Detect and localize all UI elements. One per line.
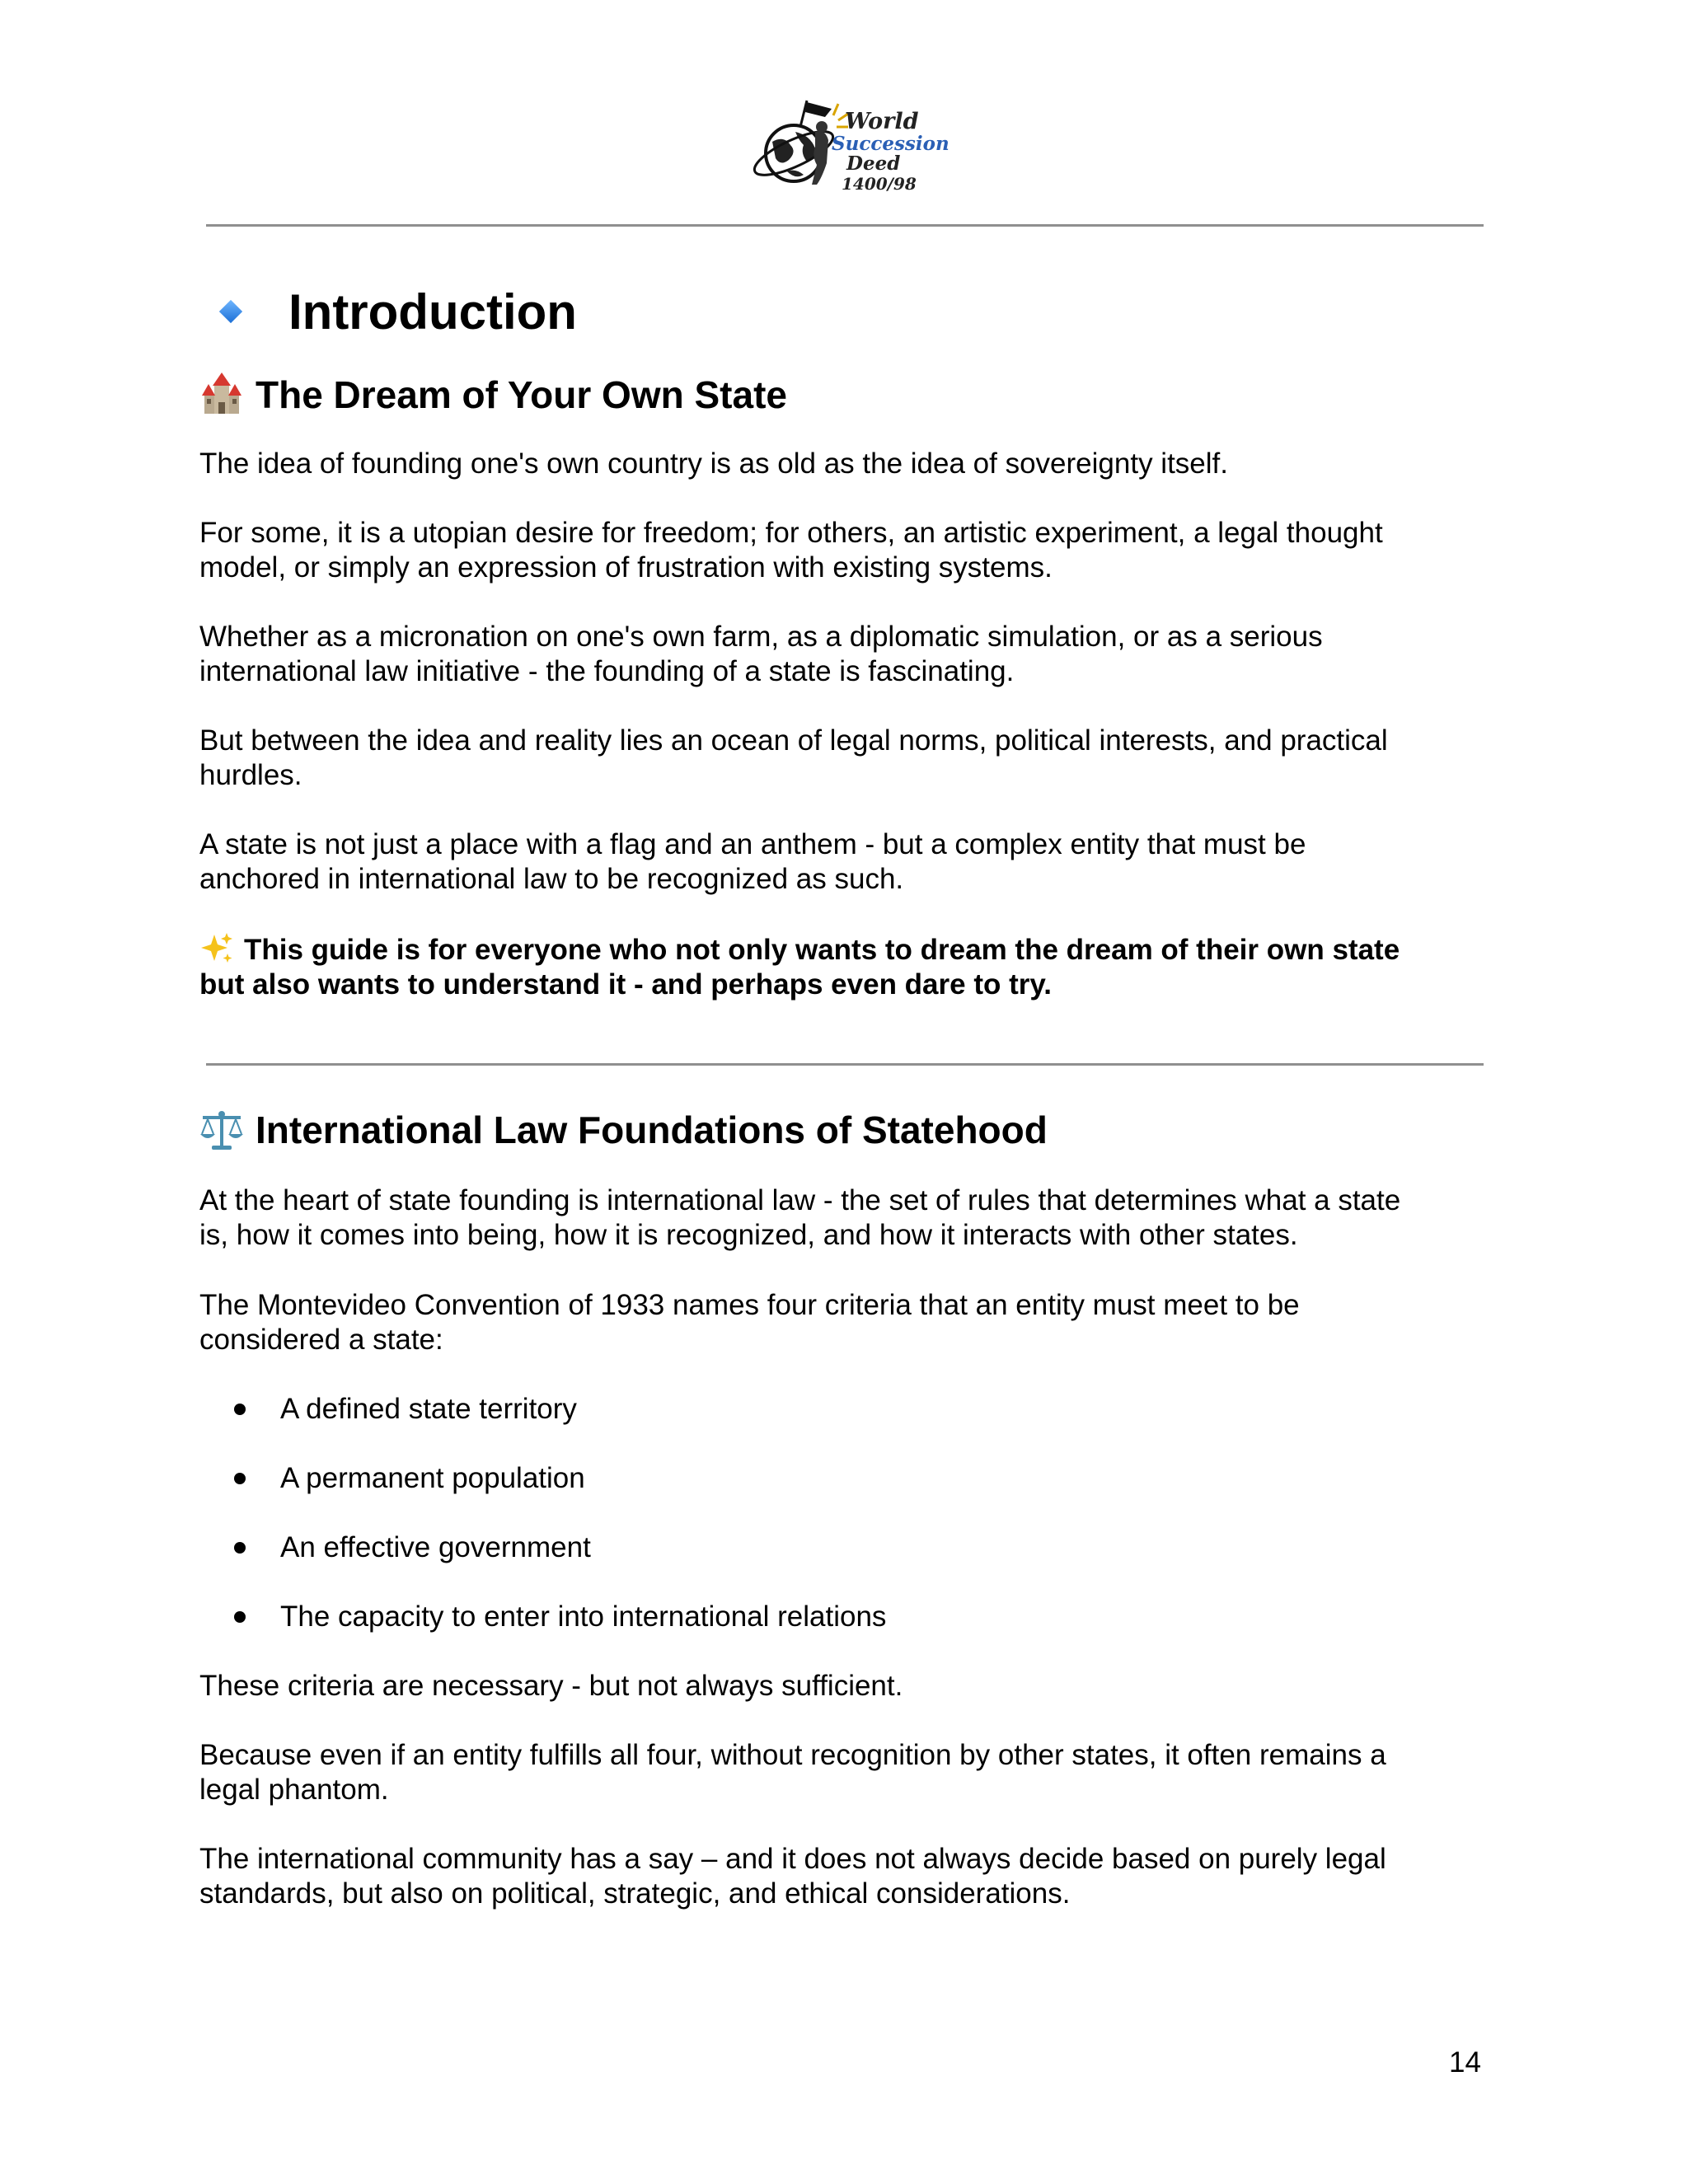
logo-text-deed: Deed bbox=[846, 152, 901, 175]
text-line: The Montevideo Convention of 1933 names four criteria that an entity must meet to be bbox=[199, 1289, 1300, 1321]
law-paragraph-2 bbox=[199, 1288, 1502, 1357]
dream-paragraph-1 bbox=[199, 447, 1502, 481]
bullet-icon bbox=[234, 1611, 246, 1623]
law-heading-text: International Law Foundations of Statehood bbox=[256, 1108, 1048, 1151]
text-line: A state is not just a place with a flag and an anthem - but a complex entity that must be bbox=[199, 828, 1306, 860]
logo-text-number: 1400/98 bbox=[842, 174, 917, 194]
criteria-text: The capacity to enter into international relations bbox=[280, 1601, 887, 1633]
text-line: hurdles. bbox=[199, 759, 302, 791]
sparkles-icon bbox=[199, 931, 234, 966]
criteria-text: A defined state territory bbox=[280, 1393, 577, 1425]
law-paragraph-1 bbox=[199, 1183, 1502, 1253]
criteria-list-item bbox=[231, 1600, 886, 1634]
text-line: legal phantom. bbox=[199, 1774, 389, 1806]
header-divider bbox=[206, 224, 1484, 227]
dream-section-heading bbox=[199, 369, 787, 420]
text-line: These criteria are necessary - but not always sufficient. bbox=[199, 1670, 903, 1702]
text-line: Because even if an entity fulfills all four, without recognition by other states, it often remains a bbox=[199, 1739, 1386, 1771]
text-line: model, or simply an expression of frustration with existing systems. bbox=[199, 551, 1053, 583]
law-paragraph-3 bbox=[199, 1669, 1502, 1704]
highlight-line-2: but also wants to understand it - and perhaps even dare to try. bbox=[199, 968, 1052, 1001]
text-line: But between the idea and reality lies an ocean of legal norms, political interests, and practical bbox=[199, 724, 1388, 757]
dream-paragraph-2 bbox=[199, 516, 1502, 585]
introduction-heading bbox=[216, 279, 577, 344]
law-paragraph-5 bbox=[199, 1842, 1502, 1911]
dream-paragraph-5 bbox=[199, 827, 1502, 897]
text-line: standards, but also on political, strategic, and ethical considerations. bbox=[199, 1877, 1071, 1910]
text-line: international law initiative - the founding of a state is fascinating. bbox=[199, 655, 1015, 687]
text-line: is, how it comes into being, how it is recognized, and how it interacts with other states. bbox=[199, 1219, 1298, 1251]
world-succession-deed-logo bbox=[746, 99, 950, 194]
page-number: 14 bbox=[1449, 2046, 1481, 2079]
dream-paragraph-3 bbox=[199, 620, 1502, 689]
text-line: Whether as a micronation on one's own farm, as a diplomatic simulation, or as a serious bbox=[199, 621, 1323, 653]
highlight-line-1: This guide is for everyone who not only wants to dream the dream of their own state bbox=[244, 934, 1400, 966]
criteria-text: A permanent population bbox=[280, 1462, 585, 1494]
law-section-heading bbox=[199, 1104, 1048, 1155]
law-paragraph-4 bbox=[199, 1738, 1502, 1807]
section-divider bbox=[206, 1063, 1484, 1066]
bullet-icon bbox=[234, 1473, 246, 1484]
text-line: The idea of founding one's own country is as old as the idea of sovereignty itself. bbox=[199, 448, 1228, 480]
text-line: At the heart of state founding is international law - the set of rules that determines what a state bbox=[199, 1184, 1401, 1216]
text-line: For some, it is a utopian desire for freedom; for others, an artistic experiment, a legal thought bbox=[199, 517, 1383, 549]
dream-paragraph-4 bbox=[199, 724, 1502, 793]
introduction-title: Introduction bbox=[288, 284, 577, 340]
text-line: considered a state: bbox=[199, 1324, 443, 1356]
text-line: The international community has a say – and it does not always decide based on purely legal bbox=[199, 1843, 1386, 1875]
criteria-text: An effective government bbox=[280, 1531, 591, 1563]
text-line bbox=[199, 931, 1502, 968]
logo-graphic bbox=[746, 99, 950, 194]
criteria-list-item bbox=[231, 1392, 577, 1427]
logo-text-succession: Succession bbox=[832, 133, 950, 155]
criteria-list-item bbox=[231, 1530, 591, 1565]
dream-highlight bbox=[199, 931, 1502, 1002]
bullet-icon bbox=[234, 1542, 246, 1554]
balance-scale-icon bbox=[199, 1108, 244, 1152]
bullet-icon bbox=[234, 1404, 246, 1415]
logo-text-world: World bbox=[845, 109, 919, 134]
text-line: anchored in international law to be recognized as such. bbox=[199, 863, 904, 895]
dream-heading-text: The Dream of Your Own State bbox=[256, 373, 787, 416]
castle-icon bbox=[199, 373, 244, 417]
blue-diamond-icon bbox=[219, 300, 242, 323]
criteria-list-item bbox=[231, 1461, 585, 1496]
